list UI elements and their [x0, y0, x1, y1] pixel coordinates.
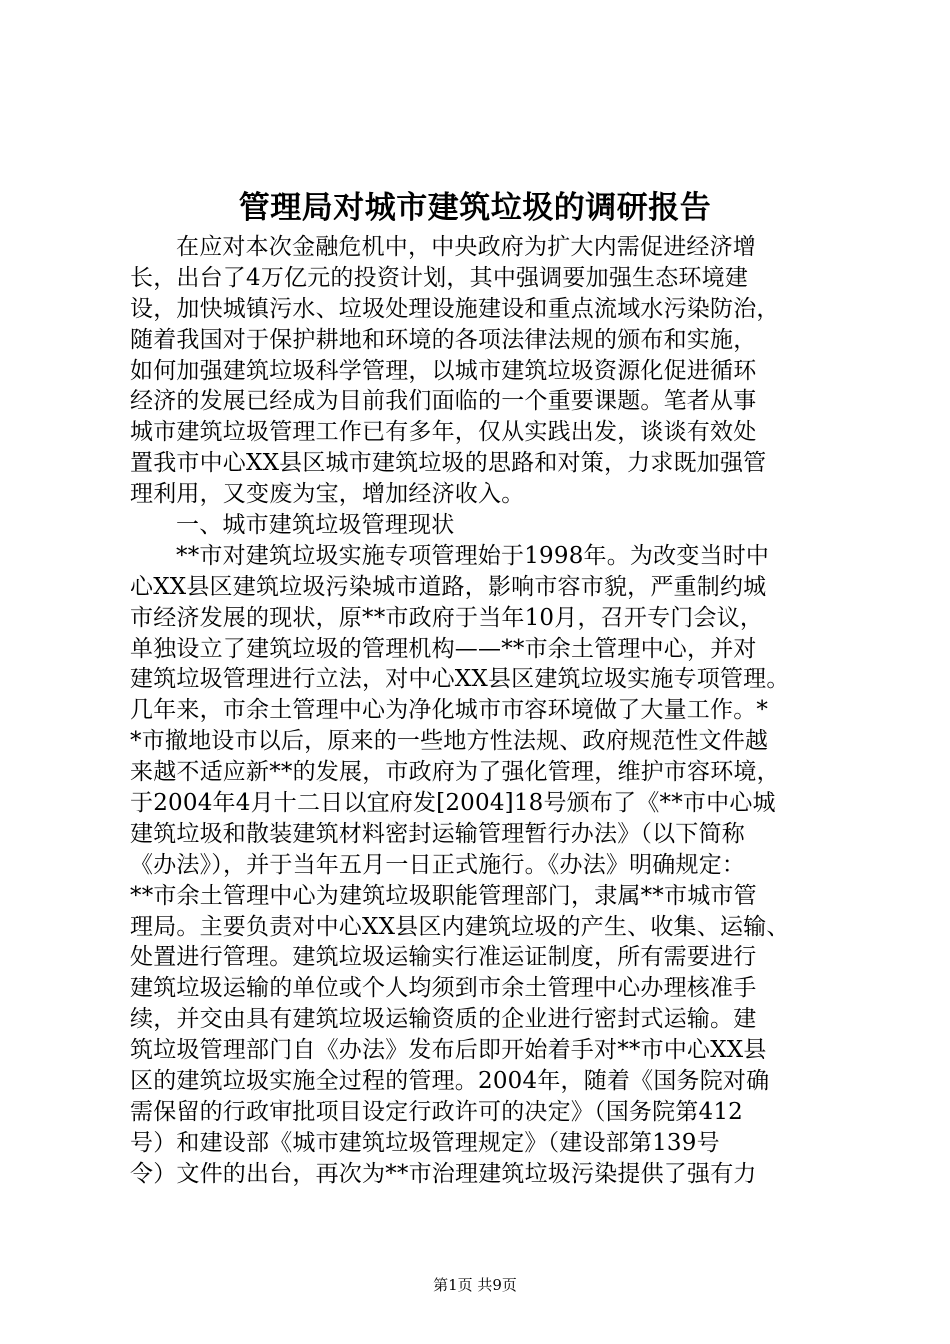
paragraph-line: 单独设立了建筑垃圾的管理机构——**市余土管理中心，并对	[130, 635, 757, 662]
paragraph-line: 经济的发展已经成为目前我们面临的一个重要课题。笔者从事	[130, 388, 757, 415]
paragraph-line: 区的建筑垃圾实施全过程的管理。2004年，随着《国务院对确	[130, 1068, 770, 1095]
paragraph-line: 设，加快城镇污水、垃圾处理设施建设和重点流域水污染防治，	[130, 295, 780, 322]
paragraph-line: 如何加强建筑垃圾科学管理，以城市建筑垃圾资源化促进循环	[130, 357, 757, 384]
paragraph-line: 理局。主要负责对中心XX县区内建筑垃圾的产生、收集、运输、	[130, 913, 790, 940]
page-footer: 第1页 共9页	[433, 1276, 517, 1294]
paragraph-line: **市余土管理中心为建筑垃圾职能管理部门，隶属**市城市管	[130, 882, 757, 909]
paragraph-line: 心XX县区建筑垃圾污染城市道路，影响市容市貌，严重制约城	[130, 573, 767, 600]
paragraph-line: 需保留的行政审批项目设定行政许可的决定》（国务院第412	[130, 1098, 743, 1125]
paragraph-line: 《办法》），并于当年五月一日正式施行。《办法》明确规定：	[130, 851, 746, 878]
paragraph-line: 号）和建设部《城市建筑垃圾管理规定》（建设部第139号	[130, 1129, 720, 1156]
paragraph-line: 理利用，又变废为宝，增加经济收入。	[130, 481, 525, 508]
paragraph-line: 筑垃圾管理部门自《办法》发布后即开始着手对**市中心XX县	[130, 1037, 767, 1064]
paragraph-line: 于2004年4月十二日以宜府发[2004]18号颁布了《**市中心城	[130, 790, 776, 817]
paragraph-line: 长，出台了4万亿元的投资计划，其中强调要加强生态环境建	[130, 264, 749, 291]
paragraph-line: *市撤地设市以后，原来的一些地方性法规、政府规范性文件越	[130, 728, 769, 755]
paragraph-line: 在应对本次金融危机中，中央政府为扩大内需促进经济增	[176, 234, 756, 260]
paragraph-line: 续，并交由具有建筑垃圾运输资质的企业进行密封式运输。建	[130, 1006, 757, 1033]
paragraph-line: 几年来，市余土管理中心为净化城市市容环境做了大量工作。*	[130, 697, 769, 724]
paragraph-line: 建筑垃圾管理进行立法，对中心XX县区建筑垃圾实施专项管理。	[130, 666, 790, 693]
paragraph-line: **市对建筑垃圾实施专项管理始于1998年。为改变当时中	[176, 542, 770, 569]
document-body	[130, 232, 830, 1190]
paragraph-line: 市经济发展的现状，原**市政府于当年10月，召开专门会议，	[130, 604, 764, 631]
paragraph-line: 建筑垃圾和散装建筑材料密封运输管理暂行办法》（以下简称	[130, 820, 745, 847]
paragraph-line: 来越不适应新**的发展，市政府为了强化管理，维护市容环境，	[130, 759, 780, 786]
paragraph-line: 城市建筑垃圾管理工作已有多年，仅从实践出发，谈谈有效处	[130, 419, 757, 446]
section-heading: 一、城市建筑垃圾管理现状	[176, 512, 455, 539]
paragraph-line: 令）文件的出台，再次为**市治理建筑垃圾污染提供了强有力	[130, 1160, 757, 1187]
paragraph-line: 处置进行管理。建筑垃圾运输实行准运证制度，所有需要进行	[130, 944, 757, 971]
paragraph-line: 建筑垃圾运输的单位或个人均须到市余土管理中心办理核准手	[130, 975, 757, 1002]
paragraph-line: 随着我国对于保护耕地和环境的各项法律法规的颁布和实施，	[130, 326, 757, 353]
document-title: 管理局对城市建筑垃圾的调研报告	[238, 190, 712, 226]
paragraph-line: 置我市中心XX县区城市建筑垃圾的思路和对策，力求既加强管	[130, 450, 767, 477]
